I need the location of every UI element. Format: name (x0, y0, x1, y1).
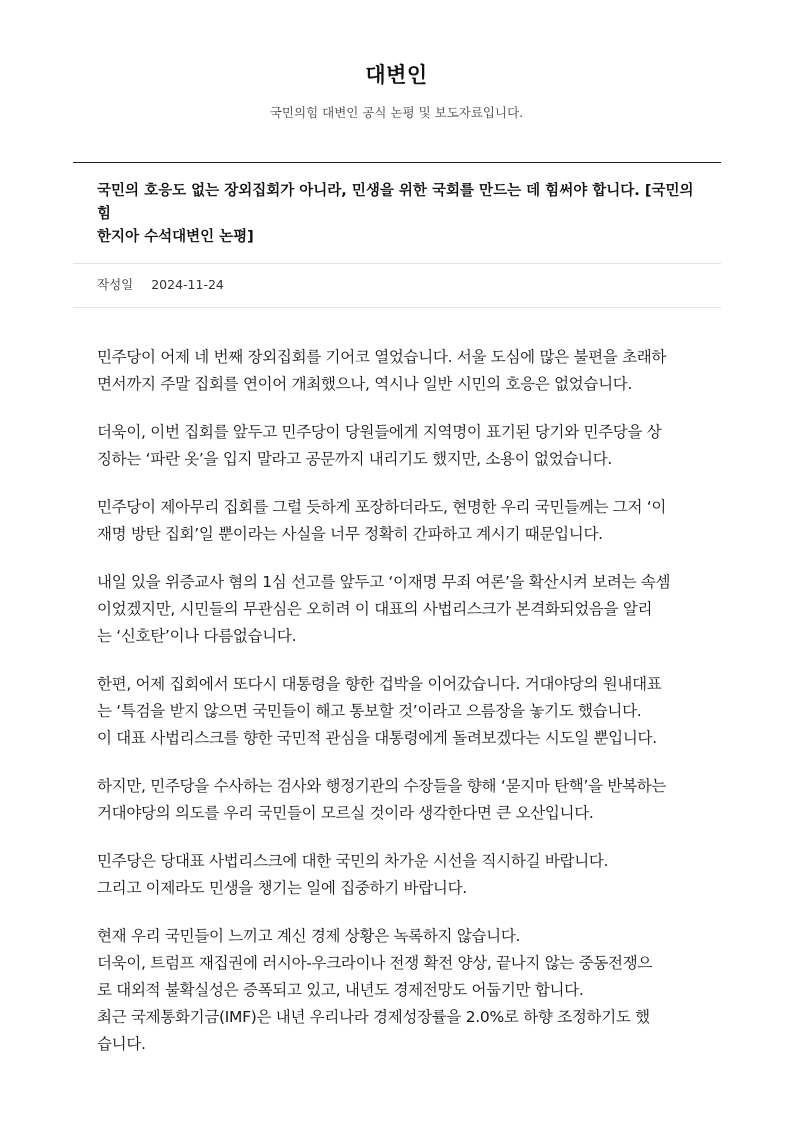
paragraph-line: 습니다. (97, 1035, 146, 1053)
article-title (73, 163, 721, 264)
publish-date: 2024-11-24 (151, 277, 224, 292)
paragraph-line: 그리고 이제라도 민생을 챙기는 일에 집중하기 바랍니다. (97, 879, 467, 897)
article (73, 162, 721, 1079)
paragraph-line: 재명 방탄 집회’일 뿐이라는 사실을 너무 정확히 간파하고 계시기 때문입니다. (97, 525, 603, 543)
body-paragraph (97, 773, 699, 827)
paragraph-line: 하지만, 민주당을 수사하는 검사와 행정기관의 수장들을 향해 ‘묻지마 탄핵’을 반복하는 (97, 777, 667, 795)
article-body (73, 308, 721, 1058)
body-paragraph (97, 671, 699, 752)
body-paragraph (97, 923, 699, 1058)
paragraph-line: 현재 우리 국민들이 느끼고 계신 경제 상황은 녹록하지 않습니다. (97, 927, 521, 945)
paragraph-line: 한편, 어제 집회에서 또다시 대통령을 향한 겁박을 이어갔습니다. 거대야당의 원내대표 (97, 675, 662, 693)
paragraph-line: 징하는 ‘파란 옷’을 입지 말라고 공문까지 내리기도 했지만, 소용이 없었습니다. (97, 450, 613, 468)
paragraph-line: 민주당은 당대표 사법리스크에 대한 국민의 차가운 시선을 직시하길 바랍니다. (97, 852, 609, 870)
body-paragraph (97, 344, 699, 398)
paragraph-line: 최근 국제통화기금(IMF)은 내년 우리나라 경제성장률을 2.0%로 하향 조정하기도 했 (97, 1008, 650, 1026)
body-paragraph (97, 569, 699, 650)
body-paragraph (97, 494, 699, 548)
paragraph-line: 이 대표 사법리스크를 향한 국민적 관심을 대통령에게 돌려보겠다는 시도일 뿐입니다. (97, 729, 657, 747)
article-title-line: 한지아 수석대변인 논평] (97, 229, 254, 245)
paragraph-line: 로 대외적 불확실성은 증폭되고 있고, 내년도 경제전망도 어둡기만 합니다. (97, 981, 584, 999)
paragraph-line: 거대야당의 의도를 우리 국민들이 모르실 것이라 생각한다면 큰 오산입니다. (97, 804, 594, 822)
body-paragraph (97, 848, 699, 902)
page-header (0, 0, 793, 122)
date-label: 작성일 (97, 277, 134, 292)
paragraph-line: 더욱이, 트럼프 재집권에 러시아-우크라이나 전쟁 확전 양상, 끝나지 않는 중동전쟁으 (97, 954, 653, 972)
page-title: 대변인 (365, 63, 428, 87)
paragraph-line: 는 ‘특검을 받지 않으면 국민들이 해고 통보할 것’이라고 으름장을 놓기도 했습니다. (97, 702, 642, 720)
page-subtitle: 국민의힘 대변인 공식 논평 및 보도자료입니다. (269, 105, 524, 120)
paragraph-line: 민주당이 제아무리 집회를 그럴 듯하게 포장하더라도, 현명한 우리 국민들께는 그저 ‘이 (97, 498, 667, 516)
paragraph-line: 내일 있을 위증교사 혐의 1심 선고를 앞두고 ‘이재명 무죄 여론’을 확산시켜 보려는 속셈 (97, 573, 671, 591)
paragraph-line: 는 ‘신호탄’이나 다름없습니다. (97, 627, 297, 645)
paragraph-line: 민주당이 어제 네 번째 장외집회를 기어코 열었습니다. 서울 도심에 많은 불편을 초래하 (97, 348, 667, 366)
paragraph-line: 면서까지 주말 집회를 연이어 개최했으나, 역시나 일반 시민의 호응은 없었습니다. (97, 375, 633, 393)
article-meta (73, 264, 721, 308)
article-title-line: 국민의 호응도 없는 장외집회가 아니라, 민생을 위한 국회를 만드는 데 힘써야 합니다. [국민의힘 (97, 183, 694, 222)
body-paragraph (97, 419, 699, 473)
paragraph-line: 이었겠지만, 시민들의 무관심은 오히려 이 대표의 사법리스크가 본격화되었음을 알리 (97, 600, 653, 618)
paragraph-line: 더욱이, 이번 집회를 앞두고 민주당이 당원들에게 지역명이 표기된 당기와 민주당을 상 (97, 423, 662, 441)
